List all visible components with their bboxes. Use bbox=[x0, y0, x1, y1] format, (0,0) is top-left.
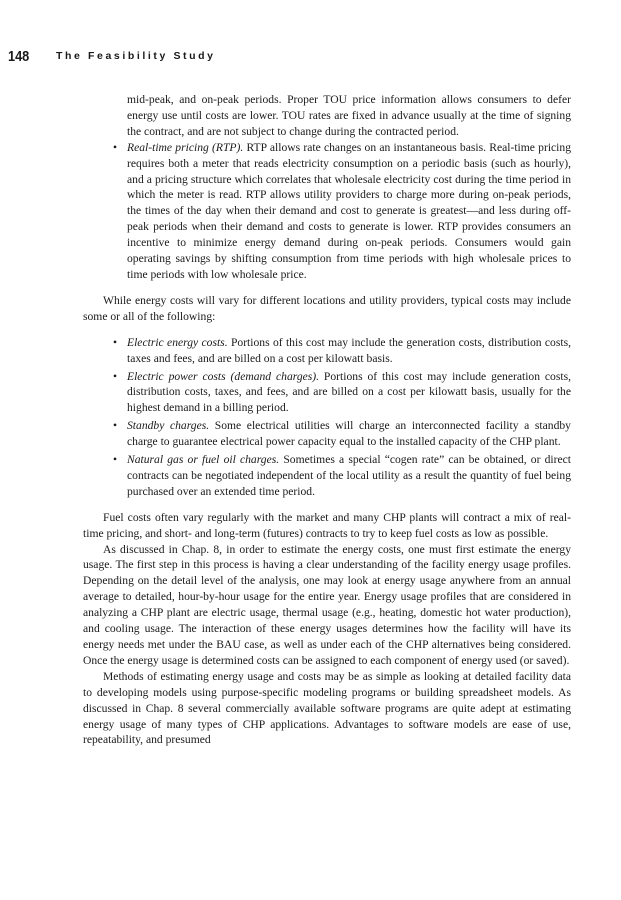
page-body bbox=[83, 92, 571, 748]
paragraph-methods: Methods of estimating energy usage and costs may be as simple as looking at detailed facility data to developing models using purpose-specific modeling programs or building spreadsheet models. As discussed in Chap. 8 several commercially available software programs are quite adept at estimating energy usage of many types of CHP applications. Advantages to software models are ease of use, repeatability, and presumed bbox=[83, 669, 571, 747]
paragraph-energy-usage: As discussed in Chap. 8, in order to estimate the energy costs, one must first estimate the energy usage. The first step in this process is having a clear understanding of the facility energy usage profiles. Depending on the detail level of the analysis, one may look at energy usage anywhere from an annual average to detailed, hour-by-hour usage for the entire year. Energy usage profiles that are considered in analyzing a CHP plant are electric usage, thermal usage (e.g., heating, domestic hot water production), and cooling usage. The interaction of these energy usages determines how the facility will have its energy needs met under the BAU case, as well as under each of the CHP alternatives being considered. Once the energy usage is determined costs can be assigned to each component of energy used (or saved). bbox=[83, 542, 571, 667]
cost-term: Standby charges. bbox=[127, 419, 210, 433]
cost-term: Electric energy costs. bbox=[127, 335, 228, 349]
list-item bbox=[113, 452, 571, 500]
cost-term: Electric power costs (demand charges). bbox=[127, 369, 320, 383]
list-item bbox=[113, 335, 571, 367]
cost-text: Portions of this cost may include the generation costs, distribution costs, taxes and fees, and are billed on a cost per kilowatt basis. bbox=[127, 335, 571, 365]
rtp-text: RTP allows rate changes on an instantaneous basis. Real-time pricing requires both a meter that reads electricity consumption on a periodic basis (such as hourly), and a pricing structure which correlates that wholesale electricity cost during the time period in which the meter is read. RTP allows utility providers to charge more during on-peak periods, the times of the day when their demand and cost to generate is greatest—and less during off-peak periods when their demand and costs to generate is lower. RTP provides consumers an incentive to minimize energy demand during on-peak periods. Consumers would gain operating savings by shifting consumption from time periods with high wholesale prices to time periods with low wholesale price. bbox=[127, 140, 571, 281]
bullet-icon: • bbox=[113, 453, 118, 467]
rtp-term: Real-time pricing (RTP). bbox=[127, 140, 244, 154]
bullet-icon: • bbox=[113, 369, 118, 383]
tariff-list bbox=[83, 140, 571, 283]
bullet-icon: • bbox=[113, 335, 118, 349]
intro-costs: While energy costs will vary for different locations and utility providers, typical costs may include some or all of the following: bbox=[83, 293, 571, 323]
page-number: 148 bbox=[8, 48, 30, 65]
list-item bbox=[113, 418, 571, 450]
bullet-icon: • bbox=[113, 419, 118, 433]
cost-text: Some electrical utilities will charge an interconnected facility a standby charge to guarantee electrical power capacity equal to the installed capacity of the CHP plant. bbox=[127, 419, 571, 449]
list-item-rtp bbox=[113, 140, 571, 283]
cost-term: Natural gas or fuel oil charges. bbox=[127, 453, 280, 467]
cost-text: Sometimes a special “cogen rate” can be obtained, or direct contracts can be negotiated independent of the local utility as a result the quantity of fuel being purchased over an extended time period. bbox=[127, 453, 571, 498]
cost-text: Portions of this cost may include generation costs, distribution costs, taxes, and fees, and are billed on a cost per kilowatt basis, usually for the highest demand in a billing period. bbox=[127, 369, 571, 415]
page-header bbox=[0, 48, 621, 72]
cost-list bbox=[83, 335, 571, 500]
list-item bbox=[113, 369, 571, 417]
bullet-icon: • bbox=[113, 140, 118, 154]
running-head: The Feasibility Study bbox=[56, 50, 216, 62]
tou-continuation: mid-peak, and on-peak periods. Proper TOU price information allows consumers to defer energy use until costs are lower. TOU rates are fixed in advance usually at the time of signing the contract, and are not subject to change during the contracted period. bbox=[127, 93, 571, 138]
paragraph-fuel-costs: Fuel costs often vary regularly with the market and many CHP plants will contract a mix of real-time pricing, and short- and long-term (futures) contracts to try to keep fuel costs as low as possible. bbox=[83, 510, 571, 540]
